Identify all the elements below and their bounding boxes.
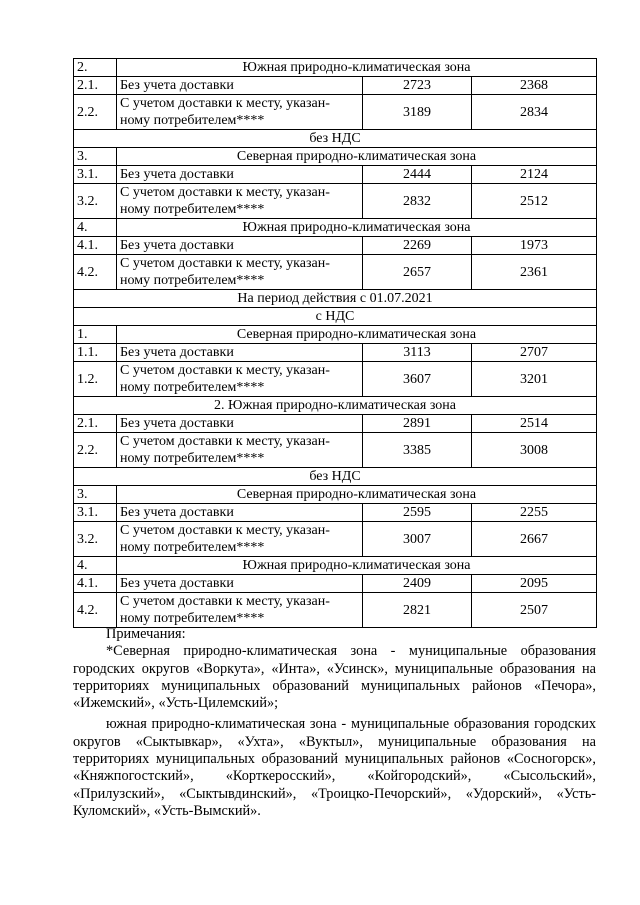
note-north-zone: *Северная природно-климатическая зона - муниципальные образования городских округов «Воркута», «Инта», «Усинск», муниципальные образования на территориях муниципальных образований муниципальных районов «Печора», «Ижемский», «Усть-Цилемский»;	[73, 643, 596, 712]
table-row	[74, 95, 597, 130]
table-section-row	[74, 468, 597, 486]
row-number: 2.1.	[74, 415, 117, 433]
zone-heading: Северная природно-климатическая зона	[117, 148, 597, 166]
row-number: 1.1.	[74, 344, 117, 362]
table-row	[74, 575, 597, 593]
table-zone-row	[74, 148, 597, 166]
table-row	[74, 237, 597, 255]
price-table	[73, 58, 597, 628]
price-value-1: 2832	[363, 184, 472, 219]
table-row	[74, 433, 597, 468]
row-number: 2.2.	[74, 433, 117, 468]
table-section-row	[74, 290, 597, 308]
price-value-1: 2444	[363, 166, 472, 184]
table-row	[74, 184, 597, 219]
price-value-2: 2124	[472, 166, 597, 184]
price-value-2: 2361	[472, 255, 597, 290]
row-description: Без учета доставки	[117, 237, 363, 255]
price-value-2: 2512	[472, 184, 597, 219]
zone-heading: Северная природно-климатическая зона	[117, 326, 597, 344]
price-value-2: 2255	[472, 504, 597, 522]
price-value-1: 2821	[363, 593, 472, 628]
row-description: С учетом доставки к месту, указан- ному потребителем****	[117, 522, 363, 557]
price-value-2: 3201	[472, 362, 597, 397]
table-row	[74, 166, 597, 184]
price-value-1: 3385	[363, 433, 472, 468]
section-heading: На период действия с 01.07.2021	[74, 290, 597, 308]
notes-block	[73, 626, 596, 820]
row-number: 2.1.	[74, 77, 117, 95]
table-zone-row	[74, 326, 597, 344]
price-value-2: 2834	[472, 95, 597, 130]
row-description: Без учета доставки	[117, 504, 363, 522]
table-section-row	[74, 308, 597, 326]
row-number: 4.2.	[74, 593, 117, 628]
price-value-2: 2667	[472, 522, 597, 557]
section-heading: без НДС	[74, 130, 597, 148]
price-value-1: 3607	[363, 362, 472, 397]
price-value-2: 2095	[472, 575, 597, 593]
price-value-2: 3008	[472, 433, 597, 468]
row-number: 1.2.	[74, 362, 117, 397]
table-zone-row	[74, 486, 597, 504]
table-row	[74, 362, 597, 397]
price-value-2: 2507	[472, 593, 597, 628]
price-value-1: 3007	[363, 522, 472, 557]
price-table-body	[74, 59, 597, 628]
row-description: Без учета доставки	[117, 415, 363, 433]
table-row	[74, 504, 597, 522]
row-description: С учетом доставки к месту, указан- ному потребителем****	[117, 95, 363, 130]
row-description: Без учета доставки	[117, 77, 363, 95]
row-number: 2.	[74, 59, 117, 77]
row-number: 4.2.	[74, 255, 117, 290]
table-row	[74, 415, 597, 433]
row-number: 1.	[74, 326, 117, 344]
section-heading: 2. Южная природно-климатическая зона	[74, 397, 597, 415]
table-row	[74, 77, 597, 95]
row-number: 2.2.	[74, 95, 117, 130]
table-section-row	[74, 397, 597, 415]
zone-heading: Южная природно-климатическая зона	[117, 219, 597, 237]
table-zone-row	[74, 59, 597, 77]
table-row	[74, 522, 597, 557]
table-row	[74, 593, 597, 628]
row-description: С учетом доставки к месту, указан- ному потребителем****	[117, 593, 363, 628]
row-number: 4.	[74, 557, 117, 575]
price-value-2: 2514	[472, 415, 597, 433]
price-value-2: 1973	[472, 237, 597, 255]
price-value-2: 2707	[472, 344, 597, 362]
row-description: Без учета доставки	[117, 166, 363, 184]
table-zone-row	[74, 219, 597, 237]
note-south-zone: южная природно-климатическая зона - муниципальные образования городских округов «Сыктывкар», «Ухта», «Вуктыл», муниципальные образования на территориях муниципальных образований муниципальных районов «Сосногорск», «Княжпогостский», «Корткеросский», «Койгородский», «Сысольский», «Прилузский», «Сыктывдинский», «Троицко-Печорский», «Удорский», «Усть-Куломский», «Усть-Вымский».	[73, 716, 596, 819]
table-row	[74, 344, 597, 362]
row-number: 4.1.	[74, 575, 117, 593]
row-number: 3.1.	[74, 504, 117, 522]
row-description: Без учета доставки	[117, 575, 363, 593]
zone-heading: Южная природно-климатическая зона	[117, 557, 597, 575]
row-number: 3.	[74, 486, 117, 504]
price-value-1: 3189	[363, 95, 472, 130]
notes-title: Примечания:	[106, 626, 186, 642]
row-number: 3.	[74, 148, 117, 166]
table-section-row	[74, 130, 597, 148]
row-description: С учетом доставки к месту, указан- ному потребителем****	[117, 362, 363, 397]
row-number: 3.1.	[74, 166, 117, 184]
price-value-1: 2723	[363, 77, 472, 95]
section-heading: с НДС	[74, 308, 597, 326]
row-number: 4.	[74, 219, 117, 237]
row-number: 3.2.	[74, 522, 117, 557]
row-number: 3.2.	[74, 184, 117, 219]
row-description: С учетом доставки к месту, указан- ному потребителем****	[117, 433, 363, 468]
table-row	[74, 255, 597, 290]
section-heading: без НДС	[74, 468, 597, 486]
price-value-1: 2409	[363, 575, 472, 593]
price-value-2: 2368	[472, 77, 597, 95]
row-description: Без учета доставки	[117, 344, 363, 362]
price-value-1: 2657	[363, 255, 472, 290]
row-description: С учетом доставки к месту, указан- ному потребителем****	[117, 184, 363, 219]
row-description: С учетом доставки к месту, указан- ному потребителем****	[117, 255, 363, 290]
price-value-1: 3113	[363, 344, 472, 362]
price-value-1: 2595	[363, 504, 472, 522]
price-value-1: 2269	[363, 237, 472, 255]
table-zone-row	[74, 557, 597, 575]
price-value-1: 2891	[363, 415, 472, 433]
zone-heading: Северная природно-климатическая зона	[117, 486, 597, 504]
row-number: 4.1.	[74, 237, 117, 255]
zone-heading: Южная природно-климатическая зона	[117, 59, 597, 77]
